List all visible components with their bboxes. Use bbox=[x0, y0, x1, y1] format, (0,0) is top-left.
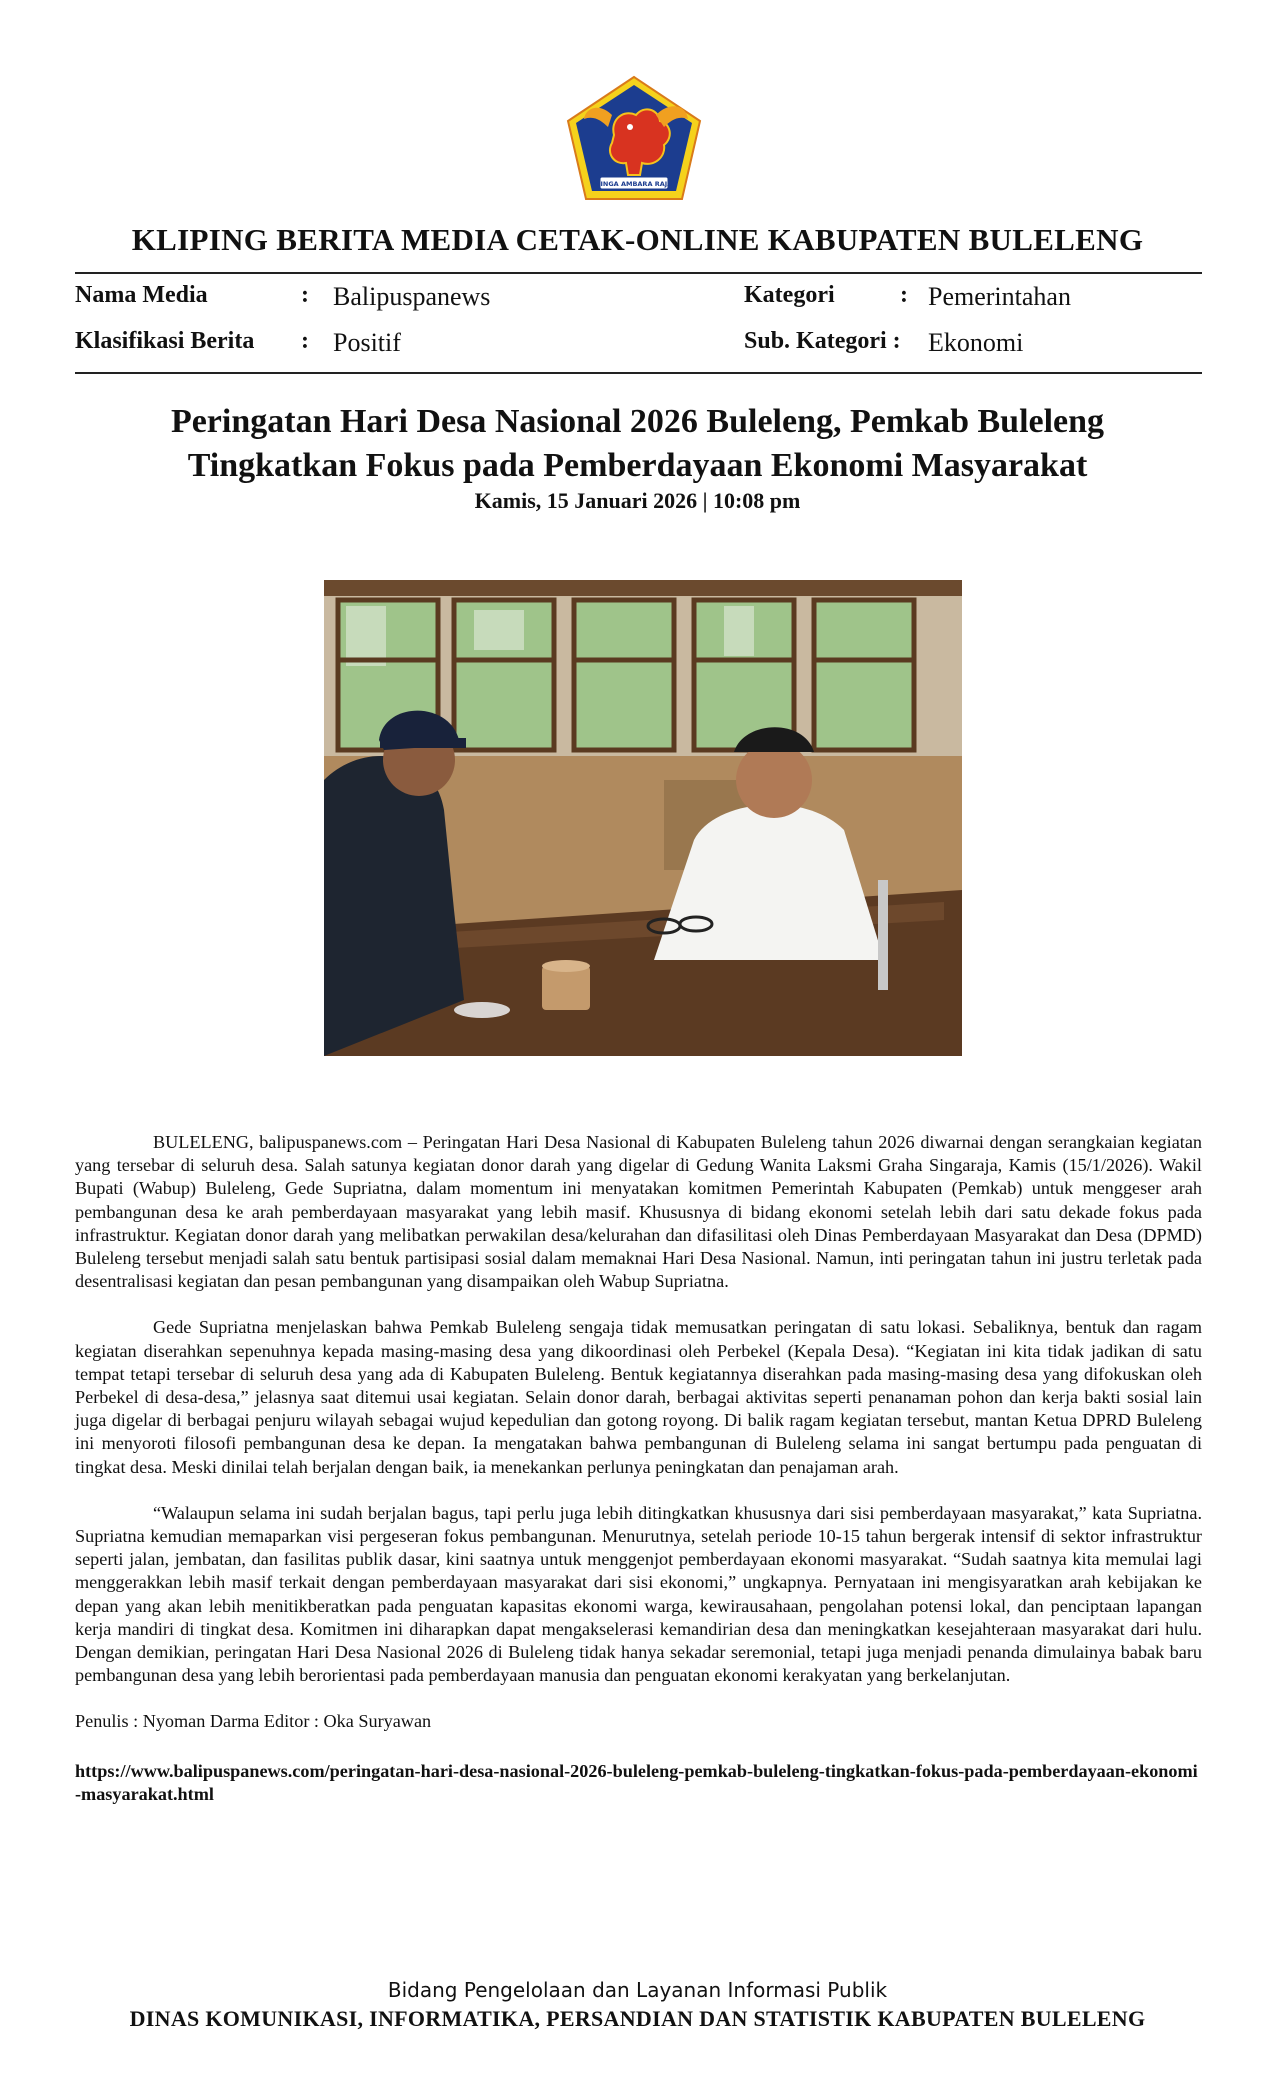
nama-media-label: Nama Media bbox=[75, 282, 208, 308]
source-url[interactable]: https://www.balipuspanews.com/peringatan-hari-desa-nasional-2026-buleleng-pemkab-buleleng-tingkatkan-fokus-pada-pemberdayaan-ekonomi-masyarakat.html bbox=[75, 1760, 1198, 1804]
klasifikasi-label: Klasifikasi Berita bbox=[75, 328, 255, 354]
buleleng-crest-icon bbox=[566, 75, 702, 201]
nama-media-value: Balipuspanews bbox=[333, 282, 491, 311]
crest-motto: SINGA AMBARA RAJA bbox=[595, 180, 673, 188]
kategori-value: Pemerintahan bbox=[928, 282, 1071, 311]
header-divider-top bbox=[75, 272, 1202, 274]
article-paragraph-2: Gede Supriatna menjelaskan bahwa Pemkab Buleleng sengaja tidak memusatkan peringatan di satu lokasi. Sebaliknya, bentuk dan ragam kegiatan diserahkan sepenuhnya kepada masing-masing desa yang dikoordinasi oleh Perbekel (Kepala Desa). “Kegiatan ini kita tidak jadikan di satu tempat tetapi tersebar di seluruh desa yang ada di Kabupaten Buleleng. Bentuk kegiatannya diserahkan pada masing-masing desa yang difokuskan oleh Perbekel di desa-desa,” jelasnya saat ditemui usai kegiatan. Selain donor darah, berbagai aktivitas seperti penanaman pohon dan kerja bakti sosial lain juga digelar di berbagai penjuru wilayah sebagai wujud kepedulian dan gotong royong. Di balik ragam kegiatan tersebut, mantan Ketua DPRD Buleleng ini menyoroti filosofi pembangunan desa ke depan. Ia mengatakan bahwa pembangunan di Buleleng selama ini sangat bertumpu pada penguatan di tingkat desa. Meski dinilai telah berjalan dengan baik, ia menekankan perlunya peningkatan dan penajaman arah. bbox=[75, 1317, 1202, 1477]
meta-row-2 bbox=[75, 328, 1202, 362]
article-headline bbox=[60, 400, 1215, 488]
sub-kategori-label: Sub. Kategori : bbox=[744, 328, 901, 354]
footer-agency: DINAS KOMUNIKASI, INFORMATIKA, PERSANDIAN DAN STATISTIK KABUPATEN BULELENG bbox=[129, 2006, 1146, 2031]
author-editor-line: Penulis : Nyoman Darma Editor : Oka Suryawan bbox=[75, 1711, 432, 1732]
article-paragraph-1: BULELENG, balipuspanews.com – Peringatan Hari Desa Nasional di Kabupaten Buleleng tahun 2026 diwarnai dengan serangkaian kegiatan yang tersebar di seluruh desa. Salah satunya kegiatan donor darah yang digelar di Gedung Wanita Laksmi Graha Singaraja, Kamis (15/1/2026). Wakil Bupati (Wabup) Buleleng, Gede Supriatna, dalam momentum ini menyatakan komitmen Pemerintah Kabupaten (Pemkab) untuk menggeser arah pembangunan desa ke arah pemberdayaan masyarakat yang lebih masif. Khususnya di bidang ekonomi setelah lebih dari satu dekade fokus pada infrastruktur. Kegiatan donor darah yang melibatkan perwakilan desa/kelurahan dan difasilitasi oleh Dinas Pemberdayaan Masyarakat dan Desa (DPMD) Buleleng tersebut menjadi salah satu bentuk partisipasi sosial dalam memaknai Hari Desa Nasional. Namun, inti peringatan tahun ini justru terletak pada desentralisasi kegiatan dan pesan pembangunan yang disampaikan oleh Wabup Supriatna. bbox=[75, 1132, 1202, 1292]
meta-row-1 bbox=[75, 282, 1202, 316]
article-body bbox=[75, 1131, 1202, 1829]
article-dateline: Kamis, 15 Januari 2026 | 10:08 pm bbox=[474, 488, 801, 513]
kategori-label: Kategori bbox=[744, 282, 835, 308]
headline-line-1: Peringatan Hari Desa Nasional 2026 Buleleng, Pemkab Buleleng bbox=[170, 403, 1105, 440]
header-divider-bottom bbox=[75, 372, 1202, 374]
clipping-header-title: KLIPING BERITA MEDIA CETAK-ONLINE KABUPATEN BULELENG bbox=[131, 222, 1144, 257]
article-paragraph-3: “Walaupun selama ini sudah berjalan bagus, tapi perlu juga lebih ditingkatkan khususnya dari sisi pemberdayaan masyarakat,” kata Supriatna. Supriatna kemudian memaparkan visi pergeseran fokus pembangunan. Menurutnya, setelah periode 10-15 tahun bergerak intensif di sektor infrastruktur seperti jalan, jembatan, dan fasilitas publik dasar, kini saatnya untuk menggenjot pemberdayaan ekonomi masyarakat. “Sudah saatnya kita memulai lagi menggerakkan lebih masif terkait dengan pemberdayaan masyarakat dari sisi ekonomi,” ungkapnya. Pernyataan ini mengisyaratkan arah kebijakan ke depan yang akan lebih menitikberatkan pada penguatan kapasitas ekonomi warga, kewirausahaan, pengolahan potensi lokal, dan penciptaan lapangan kerja mandiri di tingkat desa. Komitmen ini diharapkan dapat mengakselerasi kemandirian desa dan meningkatkan kesejahteraan masyarakat dari hulu. Dengan demikian, peringatan Hari Desa Nasional 2026 di Buleleng tidak hanya sekadar seremonial, tetapi juga menjadi penanda dimulainya babak baru pembangunan desa yang lebih berorientasi pada pemberdayaan manusia dan penguatan ekonomi kerakyatan yang berkelanjutan. bbox=[75, 1502, 1202, 1686]
kategori-colon: : bbox=[900, 282, 908, 308]
footer-division: Bidang Pengelolaan dan Layanan Informasi Publik bbox=[387, 1978, 888, 2002]
sub-kategori-value: Ekonomi bbox=[928, 328, 1024, 357]
klasifikasi-colon: : bbox=[301, 328, 309, 354]
article-photo bbox=[324, 580, 962, 1056]
nama-media-colon: : bbox=[301, 282, 309, 308]
klasifikasi-value: Positif bbox=[333, 328, 401, 357]
headline-line-2: Tingkatkan Fokus pada Pemberdayaan Ekonomi Masyarakat bbox=[187, 447, 1088, 484]
